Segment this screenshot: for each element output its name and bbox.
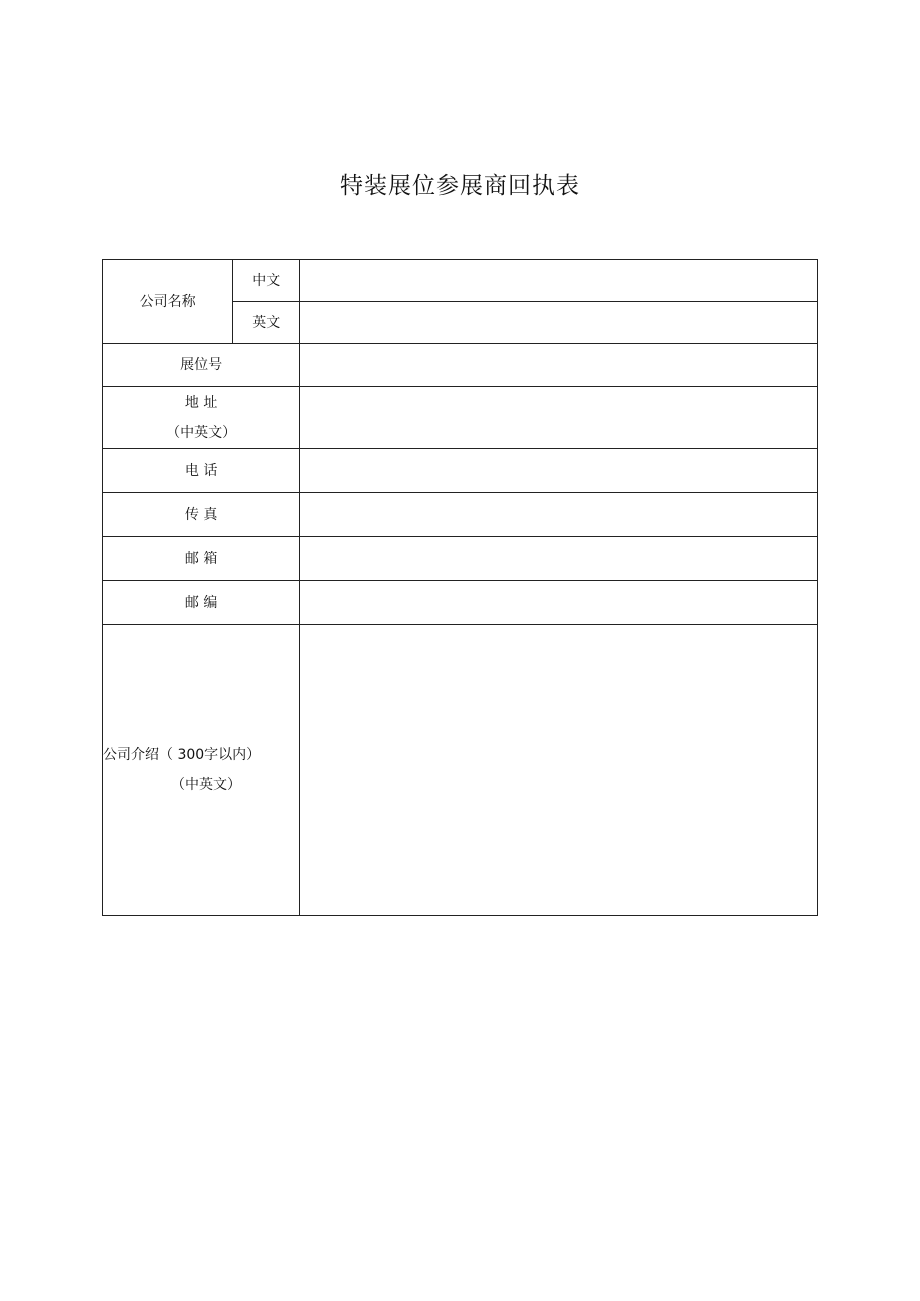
- company-name-chinese-field[interactable]: [300, 260, 818, 302]
- row-phone: [103, 449, 818, 493]
- exhibitor-reply-form: [102, 259, 818, 916]
- company-intro-field[interactable]: [300, 625, 818, 916]
- booth-number-label: 展位号: [103, 344, 300, 387]
- chinese-label: 中文: [233, 260, 300, 302]
- company-intro-label: 公司介绍（ 300字以内）: [103, 747, 261, 763]
- company-name-label: 公司名称: [103, 260, 233, 344]
- booth-number-field[interactable]: [300, 344, 818, 387]
- document-title: 特装展位参展商回执表: [340, 173, 580, 199]
- email-label: 邮 箱: [103, 537, 300, 581]
- company-name-english-field[interactable]: [300, 302, 818, 344]
- postcode-field[interactable]: [300, 581, 818, 625]
- row-company-intro: [103, 625, 818, 916]
- address-label: 地 址: [184, 394, 218, 411]
- company-intro-label-cell: [103, 625, 300, 916]
- company-intro-sub-label: （中英文）: [171, 777, 241, 793]
- fax-label: 传 真: [103, 493, 300, 537]
- address-sub-label: （中英文）: [166, 424, 237, 441]
- english-label: 英文: [233, 302, 300, 344]
- email-field[interactable]: [300, 537, 818, 581]
- fax-field[interactable]: [300, 493, 818, 537]
- address-label-cell: [103, 387, 300, 449]
- row-company-name-chinese: [103, 260, 818, 302]
- row-email: [103, 537, 818, 581]
- row-postcode: [103, 581, 818, 625]
- row-booth-number: [103, 344, 818, 387]
- address-field[interactable]: [300, 387, 818, 449]
- row-fax: [103, 493, 818, 537]
- row-address: [103, 387, 818, 449]
- postcode-label: 邮 编: [103, 581, 300, 625]
- phone-field[interactable]: [300, 449, 818, 493]
- phone-label: 电 话: [103, 449, 300, 493]
